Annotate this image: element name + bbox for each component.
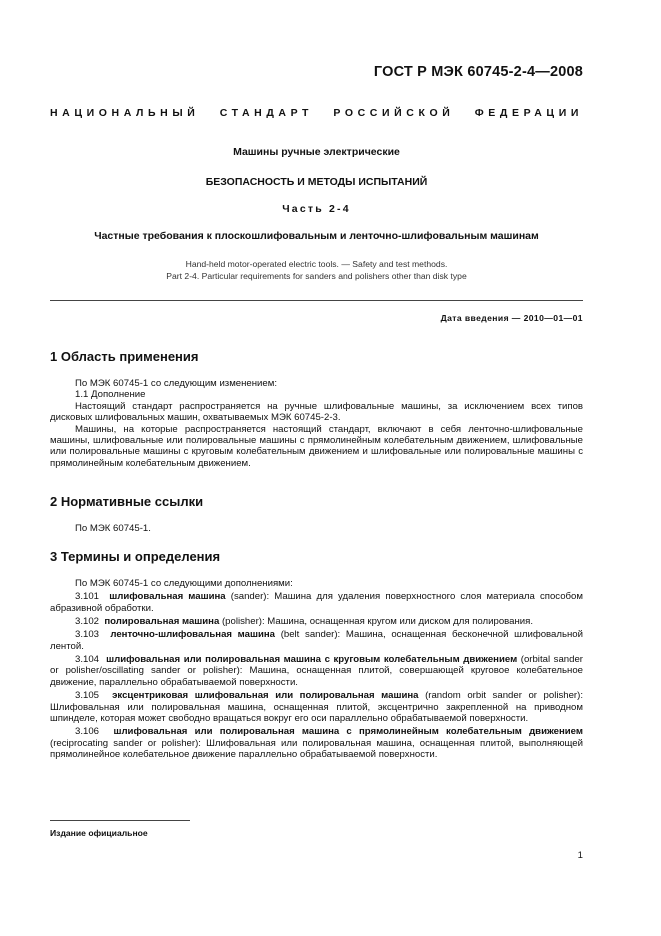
- term-name: шлифовальная машина: [109, 591, 226, 603]
- english-title-line-1: Hand-held motor-operated electric tools. — Safety and test methods.: [185, 259, 448, 269]
- footer-divider: [50, 820, 190, 821]
- term-text: (reciprocating sander or polisher): Шлифовальная или полировальная машина, оснащенная плитой, выполняющей прямолинейное колебательное движение параллельно обрабатываемой поверхности.: [50, 737, 583, 761]
- term-name: ленточно-шлифовальная машина: [110, 629, 276, 641]
- title-line-2: БЕЗОПАСНОСТЬ И МЕТОДЫ ИСПЫТАНИЙ: [205, 176, 428, 188]
- term-definition: [50, 591, 583, 614]
- section-body: [50, 523, 583, 534]
- term-number: 3.101: [75, 591, 100, 603]
- english-title-line-2: Part 2-4. Particular requirements for sanders and polishers other than disk type: [166, 271, 467, 281]
- paragraph: По МЭК 60745-1.: [75, 523, 151, 534]
- term-text: (sander): Машина для удаления поверхностного слоя материала способом абразивной обработки.: [50, 591, 583, 614]
- title-line-1: Машины ручные электрические: [233, 146, 400, 158]
- term-number: 3.106: [75, 726, 100, 738]
- term-name: эксцентриковая шлифовальная или полировальная машина: [112, 690, 419, 702]
- part-label: Часть 2-4: [282, 203, 351, 215]
- term-definition: [50, 629, 583, 652]
- section-body: [50, 378, 583, 469]
- term-text: (polisher): Машина, оснащенная кругом или диском для полирования.: [221, 616, 534, 627]
- term-name: шлифовальная или полировальная машина с прямолинейным колебательным движением: [113, 726, 583, 738]
- section-body: [50, 578, 583, 762]
- term-name: полировальная машина: [104, 616, 220, 627]
- term-text: (orbital sander or polisher/oscillating sander or polisher): Машина, оснащенная плитой, совершающей круговое колебательное движение, параллельно обрабатываемой поверхности.: [50, 654, 583, 688]
- introduction-date: Дата введения — 2010—01—01: [440, 313, 583, 323]
- paragraph: Настоящий стандарт распространяется на ручные шлифовальные машины, за исключением всех типов дисковых шлифовальных машин, охватываемых МЭК 60745-2-3.: [50, 400, 583, 424]
- term-definition: [50, 726, 583, 760]
- section-heading: 3 Термины и определения: [50, 549, 221, 564]
- gost-number: ГОСТ Р МЭК 60745-2-4—2008: [373, 64, 583, 80]
- national-standard-banner: НАЦИОНАЛЬНЫЙ СТАНДАРТ РОССИЙСКОЙ ФЕДЕРАЦИИ: [50, 107, 583, 119]
- section-heading: 2 Нормативные ссылки: [50, 494, 204, 509]
- section-heading: 1 Область применения: [50, 349, 199, 364]
- term-definition: [50, 654, 583, 688]
- document-subtitle: Частные требования к плоскошлифовальным и ленточно-шлифовальным машинам: [94, 230, 539, 242]
- paragraph: Машины, на которые распространяется настоящий стандарт, включают в себя ленточно-шлифовальные машины, шлифовальные или полировальные машины с прямолинейным колебательным движением, шлифовальные или полировальные машины с круговым колебательным движением и шлифовальные или полировальные машины с прямолинейным колебательным движением.: [50, 423, 583, 469]
- term-number: 3.104: [75, 654, 100, 665]
- term-number: 3.105: [75, 690, 100, 702]
- page-number: 1: [577, 850, 583, 861]
- term-name: шлифовальная или полировальная машина с круговым колебательным движением: [106, 654, 518, 665]
- divider: [50, 300, 583, 302]
- term-text: (belt sander): Машина, оснащенная бесконечной шлифовальной лентой.: [50, 629, 583, 652]
- paragraph: По МЭК 60745-1 со следующими дополнениями:: [75, 578, 293, 589]
- term-number: 3.102: [75, 616, 100, 627]
- official-edition-label: Издание официальное: [50, 828, 148, 838]
- term-definition: [50, 690, 583, 724]
- paragraph: По МЭК 60745-1 со следующим изменением:: [75, 378, 278, 389]
- term-definition: [50, 616, 583, 627]
- term-text: (random orbit sander or polisher): Шлифовальная или полировальная машина, оснащенная плитой, эксцентрично закрепленной на приводном шпинделе, которая может свободно вращаться вокруг его оси параллельно обрабатываемой поверхности.: [50, 690, 583, 724]
- term-number: 3.103: [75, 629, 100, 641]
- paragraph: 1.1 Дополнение: [75, 389, 146, 401]
